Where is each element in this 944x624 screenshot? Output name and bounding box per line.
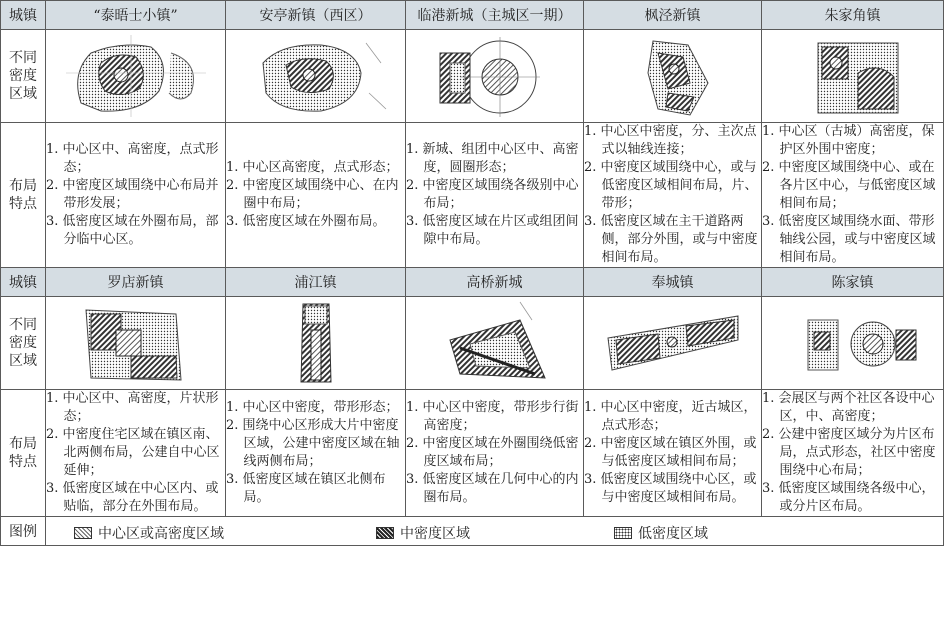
density-map-fengjing bbox=[584, 30, 762, 123]
legend-text: 中心区或高密度区域 bbox=[98, 526, 224, 542]
town-header: 安亭新镇（西区） bbox=[226, 1, 406, 30]
legend-row bbox=[1, 517, 944, 546]
legend-item-mid-density bbox=[376, 523, 470, 543]
density-map-fengcheng bbox=[584, 297, 762, 390]
density-map-zhujiajiao bbox=[762, 30, 944, 123]
legend-item-high-density bbox=[74, 523, 224, 543]
row-label-density-map: 不同 密度 区域 bbox=[1, 30, 46, 123]
town-header: “泰晤士小镇” bbox=[46, 1, 226, 30]
density-map-lingang bbox=[406, 30, 584, 123]
row-label-layout: 布局 特点 bbox=[1, 390, 46, 517]
header-row-top bbox=[1, 1, 944, 30]
row-label-density-map: 不同 密度 区域 bbox=[1, 297, 46, 390]
density-map-pujiang bbox=[226, 297, 406, 390]
legend-label: 图例 bbox=[1, 517, 46, 546]
legend-item-low-density bbox=[614, 523, 708, 543]
features-row-bottom bbox=[1, 390, 944, 517]
town-header: 朱家角镇 bbox=[762, 1, 944, 30]
town-header: 高桥新城 bbox=[406, 268, 584, 297]
map-row-bottom bbox=[1, 297, 944, 390]
layout-features: 1. 中心区中、高密度，点式形态； 2. 中密度区域围绕中心布局并带形发展； 3. 低密度区域在外圈布局，部分临中心区。 bbox=[46, 123, 226, 268]
town-header: 罗店新镇 bbox=[46, 268, 226, 297]
layout-features: 1. 中心区（古城）高密度，保护区外围中密度； 2. 中密度区域围绕中心、或在各片区中心，与低密度区域相间布局； 3. 低密度区域围绕水面、带形轴线公园，或与中密度区域相间布局。 bbox=[762, 123, 944, 268]
legend bbox=[46, 517, 944, 546]
layout-features: 1. 中心区中、高密度，片状形态； 2. 中密度住宅区域在镇区南、北两侧布局，公建自中心区延伸； 3. 低密度区域在中心区内、或贴临，部分在外围布局。 bbox=[46, 390, 226, 517]
header-row-bottom bbox=[1, 268, 944, 297]
town-header: 奉城镇 bbox=[584, 268, 762, 297]
town-header: 陈家镇 bbox=[762, 268, 944, 297]
density-map-anting bbox=[226, 30, 406, 123]
legend-text: 中密度区域 bbox=[400, 526, 470, 542]
town-header: 临港新城（主城区一期） bbox=[406, 1, 584, 30]
features-row-top bbox=[1, 123, 944, 268]
town-header: 浦江镇 bbox=[226, 268, 406, 297]
legend-text: 低密度区域 bbox=[638, 526, 708, 542]
corner-header: 城镇 bbox=[1, 268, 46, 297]
map-row-top bbox=[1, 30, 944, 123]
density-map-thames-town bbox=[46, 30, 226, 123]
high-density-swatch bbox=[74, 527, 92, 539]
density-map-chenjia bbox=[762, 297, 944, 390]
corner-header: 城镇 bbox=[1, 1, 46, 30]
layout-features: 1. 会展区与两个社区各设中心区，中、高密度； 2. 公建中密度区域分为片区布局，点式形态，社区中密度围绕中心布局； 3. 低密度区域围绕各级中心，或分片区布局。 bbox=[762, 390, 944, 517]
mid-density-swatch bbox=[376, 527, 394, 539]
layout-features: 1. 中心区中密度，近古城区，点式形态； 2. 中密度区域在镇区外围，或与低密度区域相间布局； 3. 低密度区域围绕中心区，或与中密度区域相间布局。 bbox=[584, 390, 762, 517]
low-density-swatch bbox=[614, 527, 632, 539]
town-header: 枫泾新镇 bbox=[584, 1, 762, 30]
layout-features: 1. 中心区中密度，带形形态； 2. 围绕中心区形成大片中密度区域，公建中密度区域在轴线两侧布局； 3. 低密度区域在镇区北侧布局。 bbox=[226, 390, 406, 517]
layout-features: 1. 中心区中密度，带形步行街高密度； 2. 中密度区域在外圈围绕低密度区域布局； 3. 低密度区域在几何中心的内圈布局。 bbox=[406, 390, 584, 517]
row-label-layout: 布局 特点 bbox=[1, 123, 46, 268]
layout-features: 1. 中心区中密度，分、主次点式以轴线连接； 2. 中密度区域围绕中心，或与低密度区域相间布局，片、带形； 3. 低密度区域在主干道路两侧，部分外围，或与中密度相间布局。 bbox=[584, 123, 762, 268]
layout-features: 1. 中心区高密度，点式形态； 2. 中密度区域围绕中心、在内圈中布局； 3. 低密度区域在外圈布局。 bbox=[226, 123, 406, 268]
layout-features: 1. 新城、组团中心区中、高密度，圆圈形态； 2. 中密度区域围绕各级别中心布局； 3. 低密度区域在片区或组团间隙中布局。 bbox=[406, 123, 584, 268]
density-map-gaoqiao bbox=[406, 297, 584, 390]
density-map-luodian bbox=[46, 297, 226, 390]
